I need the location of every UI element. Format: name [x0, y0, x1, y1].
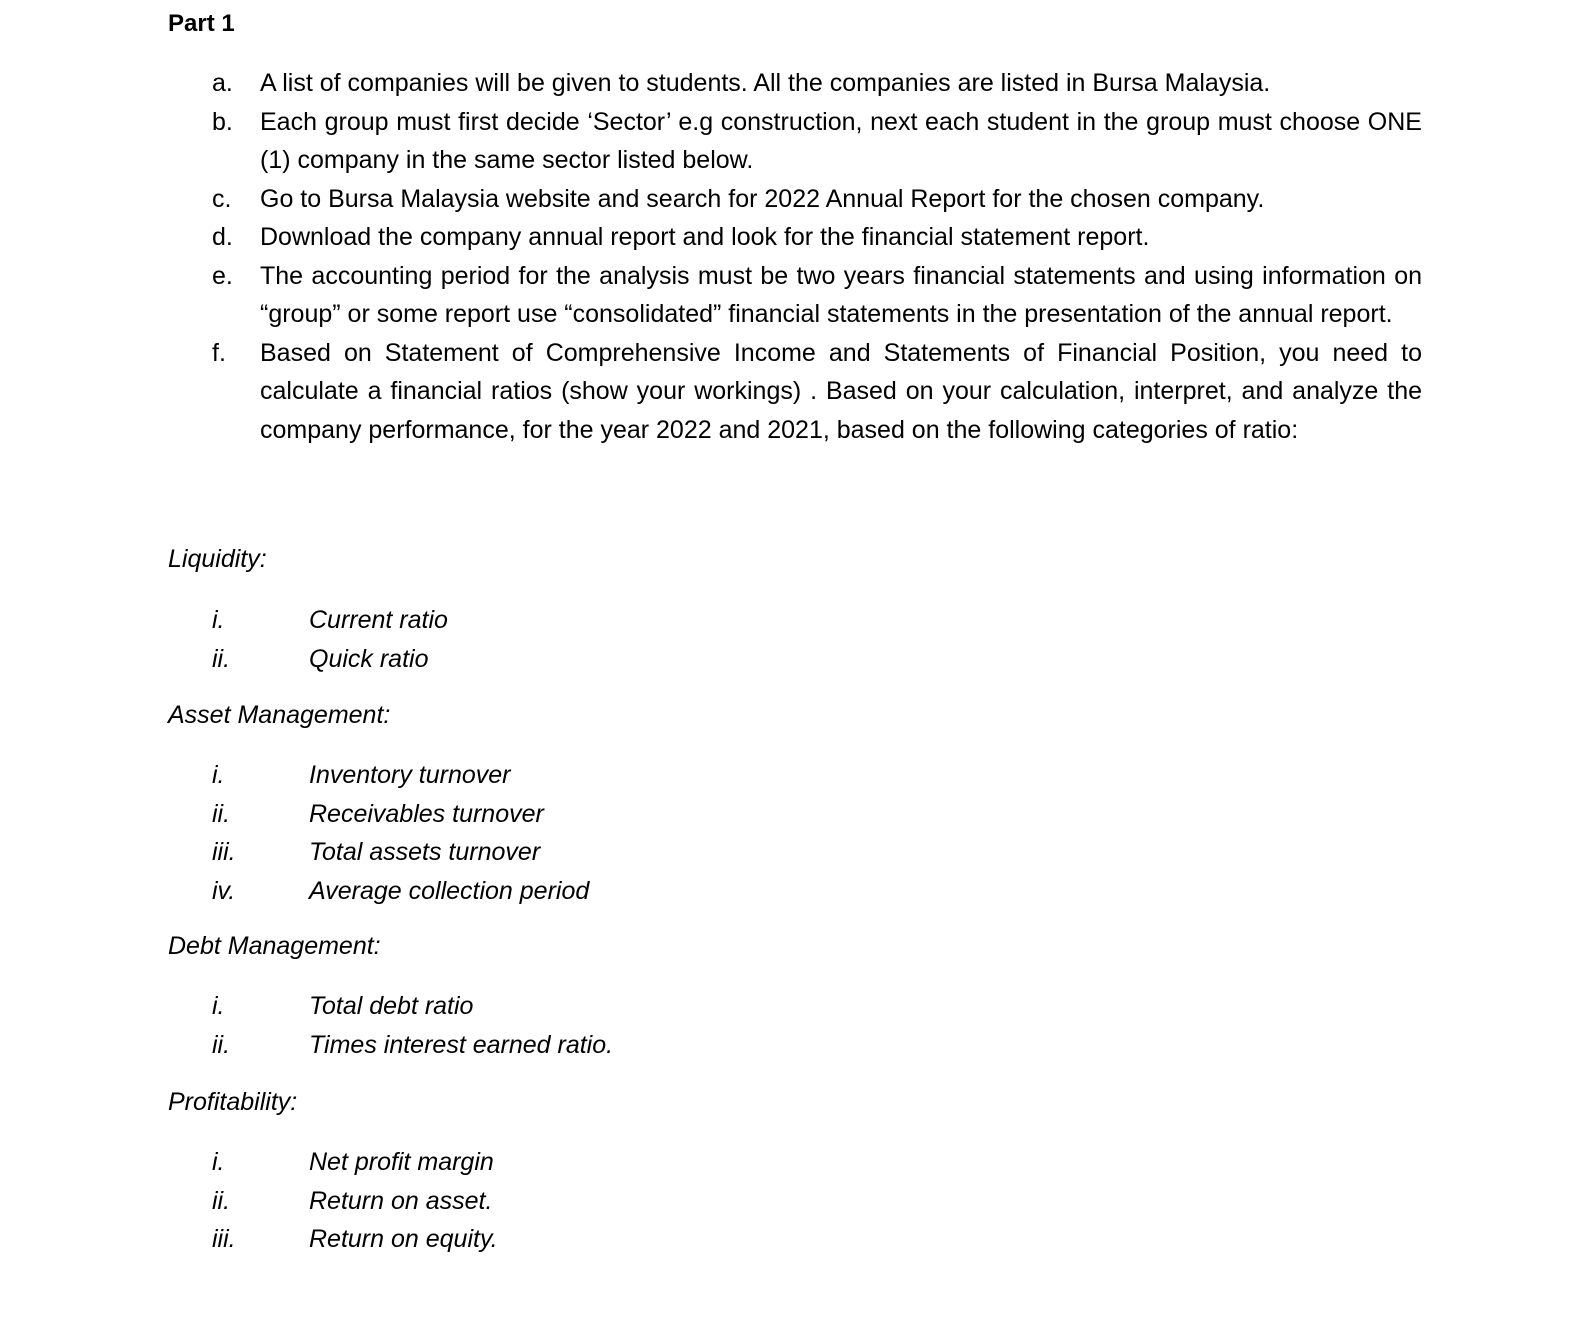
part-heading: Part 1	[168, 10, 235, 37]
instruction-step-a	[212, 64, 1422, 103]
step-text: Download the company annual report and look for the financial statement report.	[260, 223, 1150, 251]
ratio-list-liquidity	[212, 601, 448, 678]
ratio-number: ii.	[212, 644, 231, 673]
category-heading-debt-management: Debt Management:	[168, 932, 381, 960]
ratio-label: Quick ratio	[309, 644, 429, 673]
ratio-label: Times interest earned ratio.	[309, 1030, 614, 1059]
ratio-item	[212, 640, 448, 679]
ratio-item	[212, 795, 589, 834]
ratio-list-debt-management	[212, 987, 613, 1064]
ratio-number: ii.	[212, 799, 231, 828]
ratio-label: Return on equity.	[309, 1225, 498, 1253]
instruction-step-e	[212, 257, 1422, 334]
ratio-label: Net profit margin	[309, 1148, 494, 1176]
ratio-number: iv.	[212, 876, 236, 905]
ratio-number: ii.	[212, 1030, 231, 1059]
ratio-item	[212, 872, 589, 911]
ratio-label: Total assets turnover	[309, 838, 541, 866]
ratio-number: i.	[212, 992, 225, 1020]
ratio-item	[212, 987, 613, 1026]
ratio-label: Total debt ratio	[309, 992, 474, 1020]
instruction-step-b	[212, 103, 1422, 180]
step-letter: c.	[212, 184, 232, 213]
ratio-label: Receivables turnover	[309, 799, 544, 828]
step-text: The accounting period for the analysis must be two years financial statements and using information on “group” or some report use “consolidated” financial statements in the presentation of the annual report.	[260, 261, 1422, 328]
instruction-step-d	[212, 218, 1422, 257]
instruction-step-f	[212, 334, 1422, 450]
ratio-label: Inventory turnover	[309, 761, 511, 789]
category-heading-profitability: Profitability:	[168, 1088, 298, 1116]
ratio-number: ii.	[212, 1186, 231, 1215]
ratio-number: i.	[212, 761, 225, 789]
step-text: A list of companies will be given to students. All the companies are listed in Bursa Malaysia.	[260, 69, 1271, 97]
step-text: Based on Statement of Comprehensive Income and Statements of Financial Position, you need to calculate a financial ratios (show your workings) . Based on your calculation, interpret, and analyze the company performance, for the year 2022 and 2021, based on the following categories of ratio:	[260, 338, 1422, 444]
instruction-step-c	[212, 180, 1422, 219]
step-letter: a.	[212, 69, 233, 97]
ratio-item	[212, 1220, 498, 1259]
step-letter: e.	[212, 261, 233, 290]
category-heading-liquidity: Liquidity:	[168, 545, 267, 573]
ratio-item	[212, 1143, 498, 1182]
ratio-label: Current ratio	[309, 606, 448, 634]
ratio-number: iii.	[212, 1225, 236, 1253]
category-heading-asset-management: Asset Management:	[168, 701, 391, 729]
step-letter: b.	[212, 107, 233, 136]
ratio-item	[212, 756, 589, 795]
ratio-number: i.	[212, 606, 225, 634]
step-letter: f.	[212, 338, 226, 367]
step-text: Go to Bursa Malaysia website and search for 2022 Annual Report for the chosen company.	[260, 184, 1265, 213]
ratio-item	[212, 601, 448, 640]
ratio-number: i.	[212, 1148, 225, 1176]
ratio-label: Return on asset.	[309, 1186, 493, 1215]
step-text: Each group must first decide ‘Sector’ e.g construction, next each student in the group must choose ONE (1) company in the same sector listed below.	[260, 107, 1422, 174]
instruction-list	[212, 64, 1422, 449]
ratio-item	[212, 1026, 613, 1065]
ratio-list-profitability	[212, 1143, 498, 1259]
ratio-list-asset-management	[212, 756, 589, 910]
step-letter: d.	[212, 223, 233, 251]
ratio-label: Average collection period	[309, 876, 590, 905]
ratio-item	[212, 1182, 498, 1221]
ratio-item	[212, 833, 589, 872]
ratio-number: iii.	[212, 838, 236, 866]
